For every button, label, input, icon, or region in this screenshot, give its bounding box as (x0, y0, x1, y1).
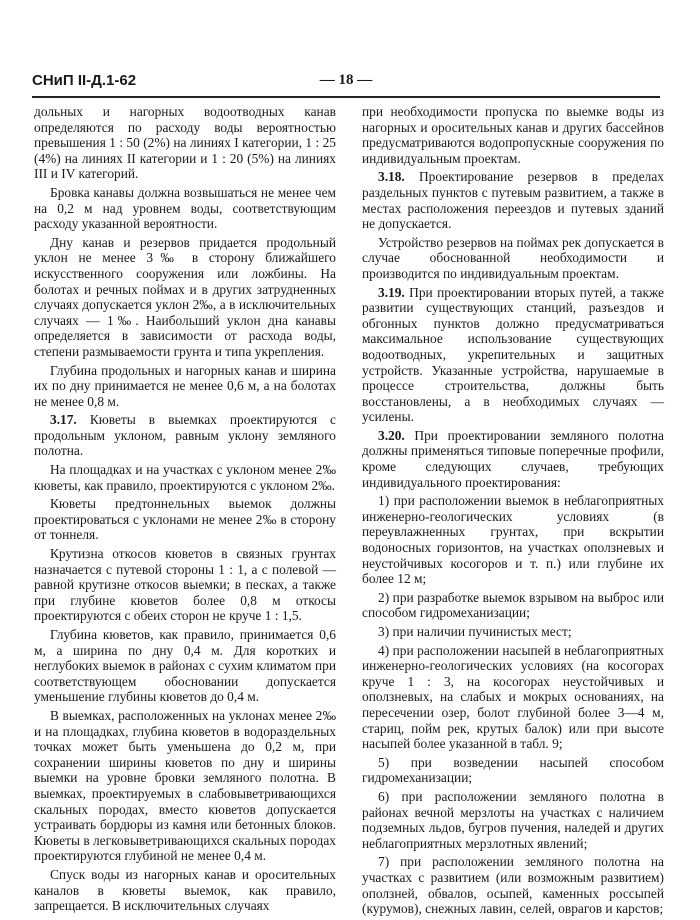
paragraph (362, 755, 664, 786)
paragraph-text: Дну канав и резервов придается продольный уклон не менее 3‰ в сторону ближайшего искусственного сооружения или ложбины. На болотах и речных поймах и в других затрудненных случаях допускается уклон 2‰, а в исключительных случаях — 1‰. Наибольший уклон дна канавы определяется в зависимости от расхода воды, степени размываемости грунта и типа укрепления. (34, 234, 336, 359)
header-divider (32, 96, 660, 98)
section-number: 3.18. (378, 169, 405, 185)
paragraph-text: Глубина продольных и нагорных канав и ширина их по дну принимается не менее 0,6 м, а на болотах не менее 0,8 м. (34, 362, 336, 409)
paragraph (362, 235, 664, 282)
paragraph (362, 169, 664, 231)
paragraph (362, 789, 664, 851)
paragraph (362, 854, 664, 916)
paragraph (34, 496, 336, 543)
right-column (362, 104, 664, 920)
paragraph-text: Бровка канавы должна возвышаться не менее чем на 0,2 м над уровнем воды, соответствующим расходу указанной вероятности. (34, 184, 336, 232)
paragraph-text: На площадках и на участках с уклоном менее 2‰ кюветы, как правило, проектируются с уклоном 2‰. (34, 462, 336, 493)
section-number: 3.19. (378, 284, 405, 300)
paragraph (362, 104, 664, 166)
paragraph-text: При проектировании земляного полотна должны применяться типовые поперечные профили, кроме следующих случаев, требующих индивидуального проектирования: (362, 427, 664, 490)
left-column (34, 104, 336, 917)
paragraph (34, 546, 336, 624)
paragraph (362, 643, 664, 752)
section-number: 3.20. (378, 427, 405, 443)
paragraph (362, 590, 664, 621)
paragraph-text: 4) при расположении насыпей в неблагоприятных инженерно-геологических условиях (на косогорах круче 1 : 3, на косогорах неустойчивых и оползневых, на слабых и мокрых основаниях, на пересечении озер, болот глубиной более 3—4 м, стариц, пойм рек, крутых балок) или при высоте насыпей более указанной в табл. 9; (362, 642, 664, 752)
paragraph-text: Спуск воды из нагорных канав и оросительных каналов в кюветы выемок, как правило, запрещается. В исключительных случаях (34, 866, 336, 914)
paragraph (34, 104, 336, 182)
paragraph-text: Крутизна откосов кюветов в связных грунтах назначается с путевой стороны 1 : 1, а с полевой — равной крутизне откосов выемки; в песках, а также при глубине кюветов более 0,8 м откосы проектируются с обеих сторон не круче 1 : 1,5. (34, 546, 336, 624)
paragraph (362, 493, 664, 587)
paragraph (362, 624, 664, 640)
paragraph (34, 627, 336, 705)
paragraph (34, 412, 336, 459)
section-number: 3.17. (50, 412, 77, 428)
paragraph (34, 185, 336, 232)
paragraph-text: Кюветы предтоннельных выемок должны проектироваться с уклонами не менее 2‰ в сторону от тоннеля. (34, 496, 336, 543)
paragraph-text: Проектирование резервов в пределах раздельных пунктов с путевым развитием, а также в местах расположения переездов и путевых зданий не допускается. (362, 169, 664, 232)
paragraph (34, 363, 336, 410)
paragraph-text: 2) при разработке выемок взрывом на выброс или способом гидромеханизации; (362, 589, 664, 621)
page-number: — 18 — (319, 72, 373, 88)
paragraph-text: 1) при расположении выемок в неблагоприятных инженерно-геологических условиях (в переувлажненных грунтах, при вскрытии водоносных горизонтов, на участках оползневых и неустойчивых косогоров и т. п.) или глубине их более 12 м; (362, 493, 664, 587)
paragraph-text: при необходимости пропуска по выемке воды из нагорных и оросительных канав и других бассейнов предусматриваются водопропускные сооружения по индивидуальным проектам. (362, 104, 664, 166)
paragraph-text: Глубина кюветов, как правило, принимается 0,6 м, а ширина по дну 0,4 м. Для коротких и неглубоких выемок в районах с сухим климатом при соответствующем обосновании допускается уменьшение глубины кюветов до 0,4 м. (34, 627, 336, 705)
paragraph-text: При проектировании вторых путей, а также развитии существующих станций, разъездов и обгонных пунктов должно предусматриваться максимальное использование существующих водоотводных, укрепительных и защитных устройств. Указанные устройства, нарушаемые в процессе строительства, должны быть восстановлены, а в необходимых случаях — усилены. (362, 284, 664, 425)
paragraph-text: Устройство резервов на поймах рек допускается в случае обоснованной необходимости и производится по индивидуальным проектам. (362, 234, 664, 281)
paragraph (34, 462, 336, 493)
paragraph-text: дольных и нагорных водоотводных канав определяются по расходу воды вероятностью превышения 1 : 50 (2%) на линиях I категории, 1 : 25 (4%) на линиях II категории и 1 : 20 (5%) на линиях III и IV категорий. (34, 104, 336, 182)
paragraph (34, 235, 336, 360)
paragraph (34, 867, 336, 914)
paragraph-text: 7) при расположении земляного полотна на участках с развитием (или возможным развитием) оползней, обвалов, осыпей, каменных россыпей (курумов), снежных лавин, селей, оврагов и карстов; (362, 854, 664, 917)
paragraph-text: 6) при расположении земляного полотна в районах вечной мерзлоты на участках с наличием подземных льдов, бугров пучения, наледей и других неблагоприятных мерзлотных явлений; (362, 788, 664, 851)
paragraph (362, 285, 664, 425)
paragraph-text: Кюветы в выемках проектируются с продольным уклоном, равным уклону земляного полотна. (34, 412, 336, 459)
paragraph-text: 5) при возведении насыпей способом гидромеханизации; (362, 754, 664, 786)
paragraph-text: 3) при наличии пучинистых мест; (378, 624, 572, 639)
document-code: СНиП II-Д.1-62 (32, 72, 137, 89)
paragraph (34, 708, 336, 864)
page-header (32, 72, 660, 94)
paragraph-text: В выемках, расположенных на уклонах менее 2‰ и на площадках, глубина кюветов в водораздельных точках может быть уменьшена до 0,2 м, при сохранении ширины кюветов по дну и ширины выемки на уровне бровки земляного полотна. В выемках, проектируемых в слабовыветривающихся скальных породах, вместо кюветов допускается устраивать бордюры из камня или бетонных блоков. Кюветы в легковыветривающихся скальных породах проектируются глубиной не менее 0,4 м. (34, 707, 336, 864)
paragraph (362, 428, 664, 490)
